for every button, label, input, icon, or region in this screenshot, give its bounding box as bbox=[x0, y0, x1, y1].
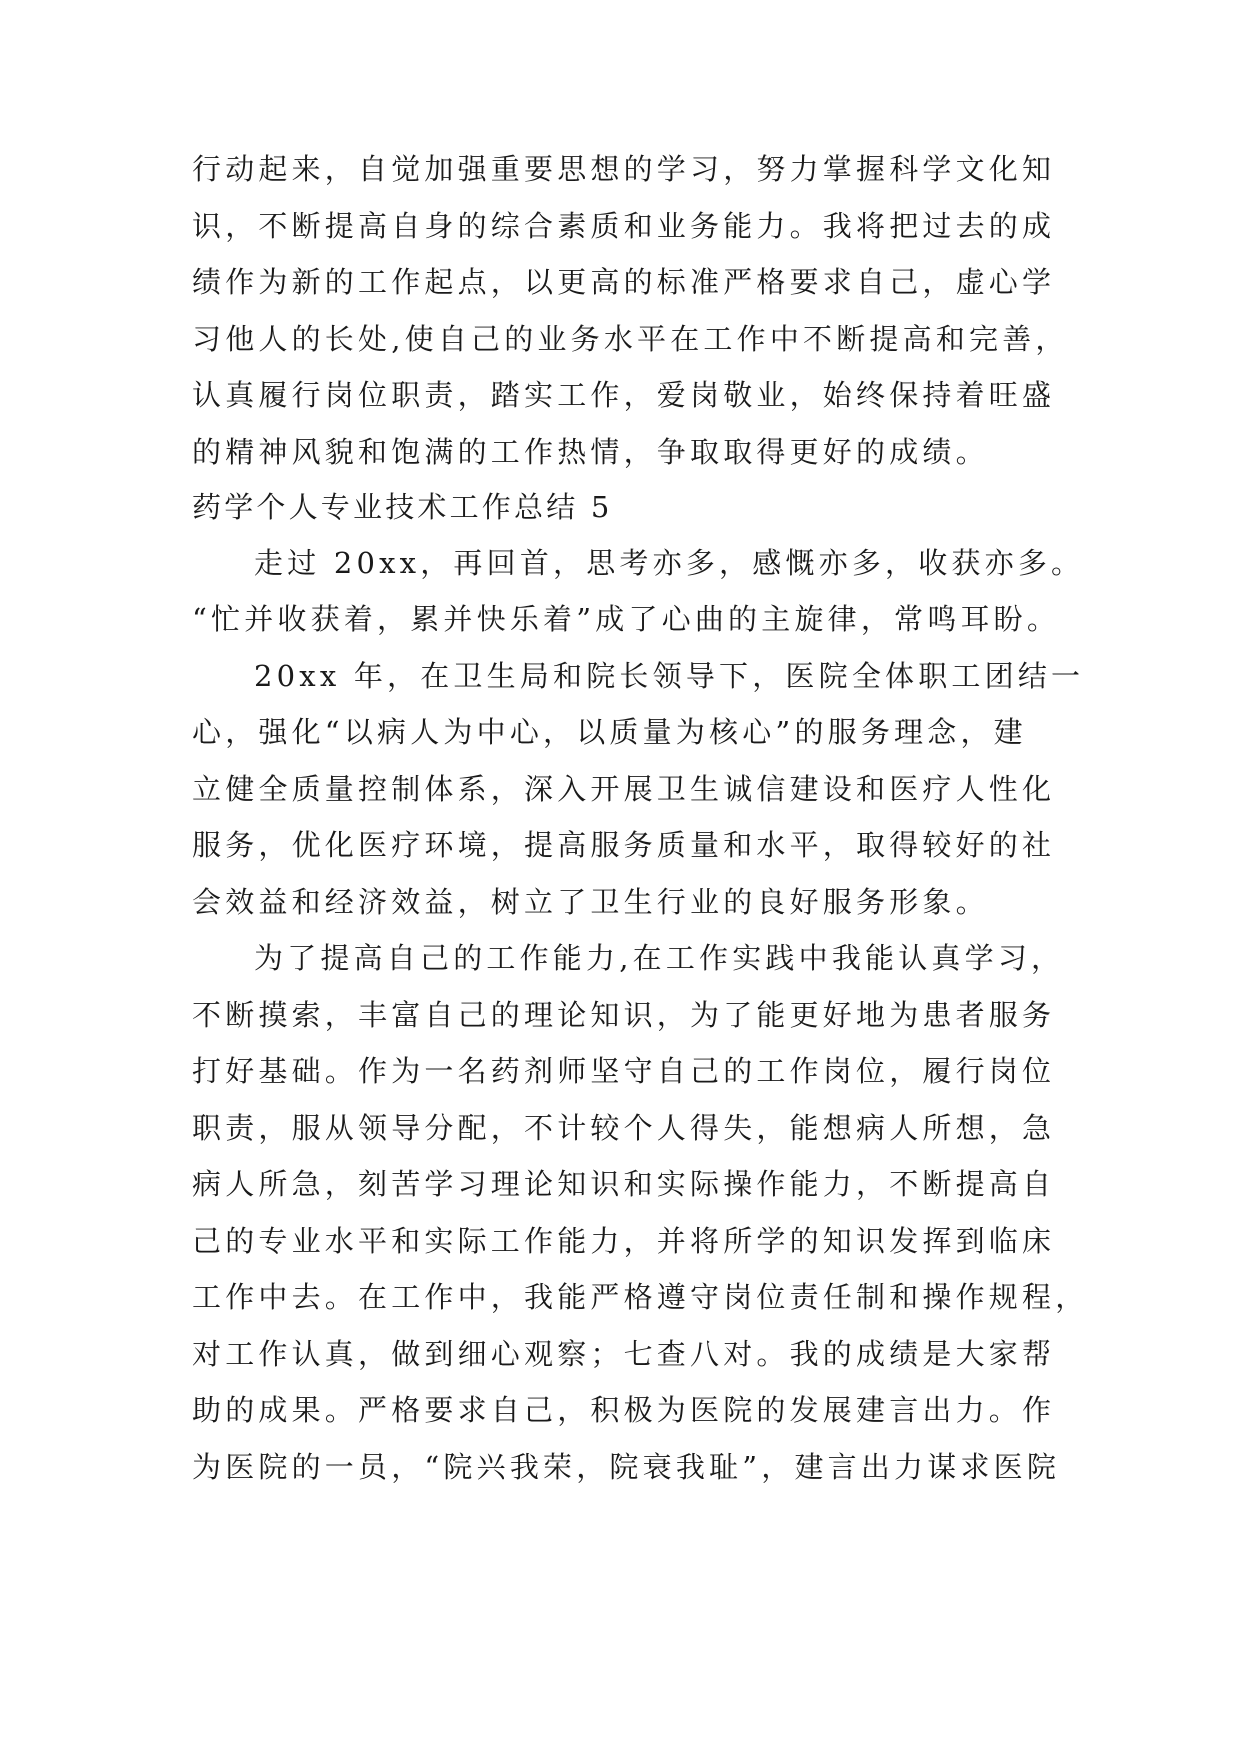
text-line: 的精神风貌和饱满的工作热情，争取取得更好的成绩。 bbox=[192, 435, 989, 469]
text-line: 心，强化“以病人为中心，以质量为核心”的服务理念，建 bbox=[192, 715, 1027, 749]
section-heading: 药学个人专业技术工作总结 5 bbox=[192, 490, 613, 524]
text-line: 不断摸索，丰富自己的理论知识，为了能更好地为患者服务 bbox=[192, 998, 1056, 1032]
text-line: 病人所急，刻苦学习理论知识和实际操作能力，不断提高自 bbox=[192, 1167, 1056, 1201]
text-line: 为医院的一员，“院兴我荣，院衰我耻”，建言出力谋求医院 bbox=[192, 1450, 1061, 1484]
text-line: 识，不断提高自身的综合素质和业务能力。我将把过去的成 bbox=[192, 209, 1056, 243]
paragraph-first-line: 走过 20xx，再回首，思考亦多，感慨亦多，收获亦多。 bbox=[254, 546, 1085, 580]
text-line: 绩作为新的工作起点，以更高的标准严格要求自己，虚心学 bbox=[192, 265, 1056, 299]
paragraph-first-line: 20xx 年，在卫生局和院长领导下，医院全体职工团结一 bbox=[254, 659, 1085, 693]
text-line: 习他人的长处,使自己的业务水平在工作中不断提高和完善， bbox=[192, 322, 1069, 356]
text-line: 行动起来，自觉加强重要思想的学习，努力掌握科学文化知 bbox=[192, 152, 1056, 186]
text-line: 对工作认真，做到细心观察；七查八对。我的成绩是大家帮 bbox=[192, 1337, 1056, 1371]
text-line: 会效益和经济效益，树立了卫生行业的良好服务形象。 bbox=[192, 885, 989, 919]
text-line: 己的专业水平和实际工作能力，并将所学的知识发挥到临床 bbox=[192, 1224, 1056, 1258]
text-line: 认真履行岗位职责，踏实工作，爱岗敬业，始终保持着旺盛 bbox=[192, 378, 1056, 412]
text-line: 立健全质量控制体系，深入开展卫生诚信建设和医疗人性化 bbox=[192, 772, 1056, 806]
text-line: 工作中去。在工作中，我能严格遵守岗位责任制和操作规程， bbox=[192, 1280, 1089, 1314]
text-line: 职责，服从领导分配，不计较个人得失，能想病人所想，急 bbox=[192, 1111, 1056, 1145]
text-line: 服务，优化医疗环境，提高服务质量和水平，取得较好的社 bbox=[192, 828, 1056, 862]
paragraph-first-line: 为了提高自己的工作能力,在工作实践中我能认真学习， bbox=[254, 941, 1065, 975]
text-line: “忙并收获着，累并快乐着”成了心曲的主旋律，常鸣耳盼。 bbox=[192, 602, 1061, 636]
text-line: 助的成果。严格要求自己，积极为医院的发展建言出力。作 bbox=[192, 1393, 1056, 1427]
text-line: 打好基础。作为一名药剂师坚守自己的工作岗位，履行岗位 bbox=[192, 1054, 1056, 1088]
